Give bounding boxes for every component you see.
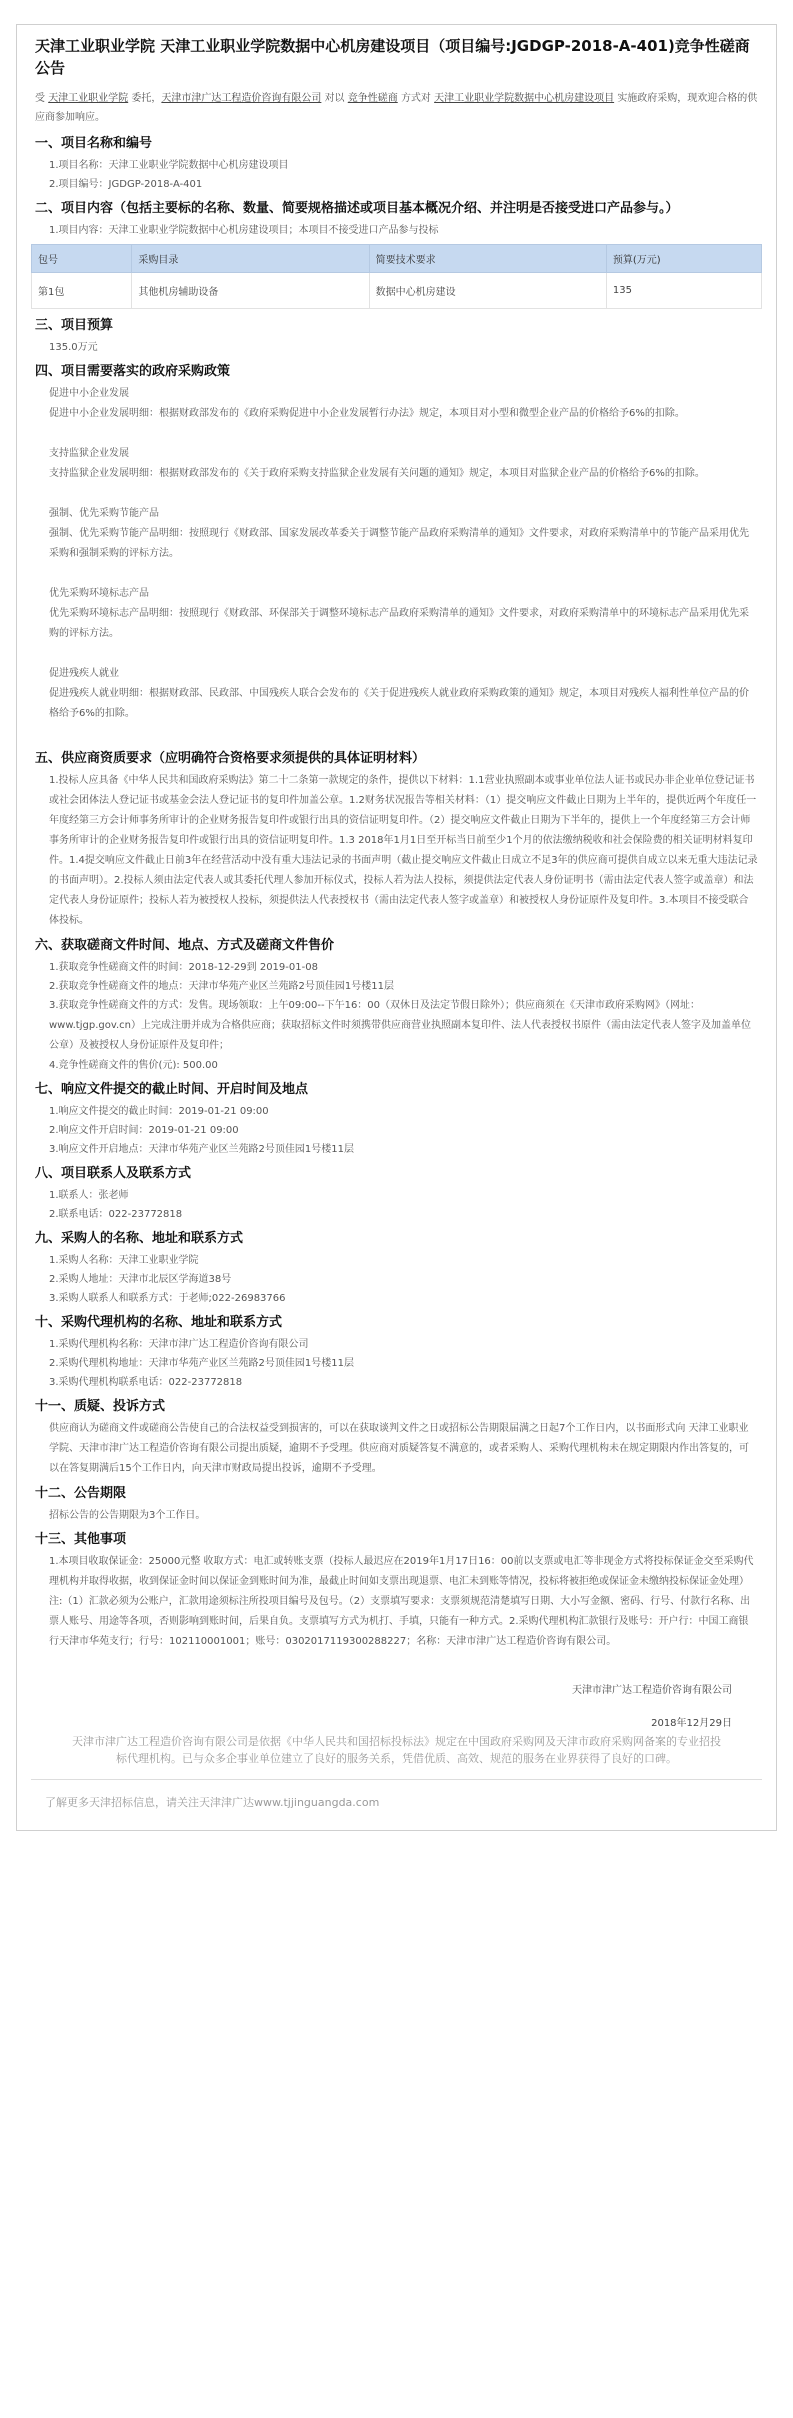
divider xyxy=(31,1779,762,1780)
section-heading: 十二、公告期限 xyxy=(35,1486,127,1501)
table-cell: 第1包 xyxy=(32,273,132,309)
footer-description: 天津市津广达工程造价咨询有限公司是依据《中华人民共和国招标投标法》规定在中国政府采购网及天津市政府采购网备案的专业招投标代理机构。已与众多企事业单位建立了良好的服务关系，凭借优质、高效、规范的服务在业界获得了良好的口碑。 xyxy=(72,1735,721,1765)
section-heading: 九、采购人的名称、地址和联系方式 xyxy=(35,1231,244,1246)
project-name: 天津工业职业学院数据中心机房建设项目 xyxy=(434,93,615,104)
section-line: 2.联系电话：022-23772818 xyxy=(49,1209,183,1220)
policy-detail: 促进残疾人就业明细：根据财政部、民政部、中国残疾人联合会发布的《关于促进残疾人就业政府采购政策的通知》规定，本项目对残疾人福利性单位产品的价格给予6%的扣除。 xyxy=(49,688,749,719)
section-line: 1.项目名称：天津工业职业学院数据中心机房建设项目 xyxy=(49,160,289,171)
section-line: 1.获取竞争性磋商文件的时间：2018-12-29到 2019-01-08 xyxy=(49,962,318,973)
table-cell: 数据中心机房建设 xyxy=(369,273,606,309)
table-cell: 其他机房辅助设备 xyxy=(132,273,369,309)
table-header-row xyxy=(32,245,762,273)
section-heading: 四、项目需要落实的政府采购政策 xyxy=(35,364,231,379)
section-line: 2.采购人地址：天津市北辰区学海道38号 xyxy=(49,1274,232,1285)
table-header: 采购目录 xyxy=(132,245,369,273)
section-line: 2.响应文件开启时间：2019-01-21 09:00 xyxy=(49,1125,239,1136)
section-line: 3.响应文件开启地点：天津市华苑产业区兰苑路2号顶佳园1号楼11层 xyxy=(49,1144,354,1155)
table-header: 包号 xyxy=(32,245,132,273)
section-line: 2.采购代理机构地址：天津市华苑产业区兰苑路2号顶佳园1号楼11层 xyxy=(49,1358,354,1369)
policy-detail: 促进中小企业发展明细：根据财政部发布的《政府采购促进中小企业发展暂行办法》规定，本项目对小型和微型企业产品的价格给予6%的扣除。 xyxy=(49,408,685,419)
policy-detail: 优先采购环境标志产品明细：按照现行《财政部、环保部关于调整环境标志产品政府采购清单的通知》文件要求，对政府采购清单中的环境标志产品采用优先采购的评标方法。 xyxy=(49,608,749,639)
qualification-text: 1.投标人应具备《中华人民共和国政府采购法》第二十二条第一款规定的条件，提供以下材料：1.1营业执照副本或事业单位法人证书或民办非企业单位登记证书或社会团体法人登记证书或基金会法人登记证书的复印件加盖公章。1.2财务状况报告等相关材料：（1）提交响应文件截止日期为上半年的，提供近两个年度任一年度经第三方会计师事务所审计的企业财务报告复印件或银行出具的资信证明复印件。（2）提交响应文件截止日期为下半年的，提供上一个年度经第三方会计师事务所审计的企业财务报告复印件或银行出具的资信证明复印件。1.3 2018年1月1日至开标当日前至少1个月的依法缴纳税收和社会保险费的相关证明材料复印件。1.4提交响应文件截止日前3年在经营活动中没有重大违法记录的书面声明（截止提交响应文件截止日成立不足3年的供应商可提供自成立以来无重大违法记录的书面声明）。2.投标人须由法定代表人或其委托代理人参加开标仪式，投标人若为法人投标，须提供法定代表人身份证明书（需由法定代表人签字或盖章）和法定代表人身份证原件；投标人若为被授权人投标，须提供法人代表授权书（需由法定代表人签字或盖章）和被授权人身份证原件及复印件。3.本项目不接受联合体投标。 xyxy=(49,775,758,926)
signature-date: 2018年12月29日 xyxy=(651,1718,732,1729)
intro-text: 委托， xyxy=(131,93,162,104)
section-line: 招标公告的公告期限为3个工作日。 xyxy=(49,1510,206,1521)
intro-text: 受 xyxy=(35,93,45,104)
intro-text: 实施政府采购，现欢迎合格的供应商参加响应。 xyxy=(35,93,758,123)
section-heading: 三、项目预算 xyxy=(35,318,114,333)
section-line: 1.联系人：张老师 xyxy=(49,1190,129,1201)
page-title: 天津工业职业学院 天津工业职业学院数据中心机房建设项目（项目编号:JGDGP-2018-A-401)竞争性磋商公告 xyxy=(35,37,750,77)
policy-detail: 强制、优先采购节能产品明细：按照现行《财政部、国家发展改革委关于调整节能产品政府采购清单的通知》文件要求，对政府采购清单中的节能产品采用优先采购和强制采购的评标方法。 xyxy=(49,528,749,559)
section-heading: 二、项目内容（包括主要标的名称、数量、简要规格描述或项目基本概况介绍、并注明是否接受进口产品参与。） xyxy=(35,201,679,216)
section-line: 3.采购人联系人和联系方式：于老师;022-26983766 xyxy=(49,1293,286,1304)
intro-paragraph xyxy=(35,89,758,127)
section-heading: 五、供应商资质要求（应明确符合资格要求须提供的具体证明材料） xyxy=(35,751,426,766)
policy-name: 强制、优先采购节能产品 xyxy=(49,508,159,519)
table-cell: 135 xyxy=(606,273,761,309)
section-line: 1.响应文件提交的截止时间：2019-01-21 09:00 xyxy=(49,1106,269,1117)
section-line: 1.采购人名称：天津工业职业学院 xyxy=(49,1255,199,1266)
policy-detail: 支持监狱企业发展明细：根据财政部发布的《关于政府采购支持监狱企业发展有关问题的通知》规定，本项目对监狱企业产品的价格给予6%的扣除。 xyxy=(49,468,705,479)
package-table xyxy=(31,244,762,309)
agency-name: 天津市津广达工程造价咨询有限公司 xyxy=(161,93,322,104)
policy-name: 优先采购环境标志产品 xyxy=(49,588,149,599)
section-line: 4.竞争性磋商文件的售价(元): 500.00 xyxy=(49,1060,218,1071)
intro-text: 对以 xyxy=(324,93,345,104)
footer-more-link[interactable]: 了解更多天津招标信息，请关注天津津广达www.tjjinguangda.com xyxy=(45,1796,380,1809)
policy-name: 支持监狱企业发展 xyxy=(49,448,129,459)
section-heading: 十一、质疑、投诉方式 xyxy=(35,1399,166,1414)
section-heading: 八、项目联系人及联系方式 xyxy=(35,1166,192,1181)
signature-org: 天津市津广达工程造价咨询有限公司 xyxy=(572,1685,732,1696)
section-line: 2.项目编号：JGDGP-2018-A-401 xyxy=(49,179,203,190)
announcement-frame xyxy=(16,24,777,1831)
budget-value: 135.0万元 xyxy=(49,342,98,353)
section-line: 1.项目内容：天津工业职业学院数据中心机房建设项目；本项目不接受进口产品参与投标 xyxy=(49,225,439,236)
intro-text: 方式对 xyxy=(400,93,431,104)
purchaser-name: 天津工业职业学院 xyxy=(48,93,129,104)
section-line: 3.采购代理机构联系电话：022-23772818 xyxy=(49,1377,243,1388)
page xyxy=(16,0,777,1831)
complaint-text: 供应商认为磋商文件或磋商公告使自己的合法权益受到损害的，可以在获取谈判文件之日或招标公告期限届满之日起7个工作日内，以书面形式向 天津工业职业学院、天津市津广达工程造价咨询有限公司提出质疑，逾期不予受理。供应商对质疑答复不满意的，或者采购人、采购代理机构未在规定期限内作出答复的，可以在答复期满后15个工作日内，向天津市财政局提出投诉，逾期不予受理。 xyxy=(49,1423,749,1474)
table-row xyxy=(32,273,762,309)
section-heading: 十、采购代理机构的名称、地址和联系方式 xyxy=(35,1315,283,1330)
section-heading: 一、项目名称和编号 xyxy=(35,136,153,151)
other-matters-text: 1.本项目收取保证金：25000元整 收取方式：电汇或转账支票（投标人最迟应在2019年1月17日16：00前以支票或电汇等非现金方式将投标保证金交至采购代理机构并取得收据，收到保证金时间以保证金到账时间为准，最截止时间如支票出现退票、电汇未到账等情况，投标将被拒绝或保证金未缴纳投标保证金处理）注:（1）汇款必须为公账户，汇款用途须标注所投项目编号及包号。（2）支票填写要求：支票须规范清楚填写日期、大小写金额、密码、行号、付款行名称、出票人账号、用途等各项，否则影响到账时间，后果自负。支票填写方式为机打、手填，只能有一种方式。2.采购代理机构汇款银行及账号：开户行：中国工商银行天津市华苑支行；行号：102110001001；账号：0302017119300288227；名称：天津市津广达工程造价咨询有限公司。 xyxy=(49,1556,754,1647)
section-heading: 六、获取磋商文件时间、地点、方式及磋商文件售价 xyxy=(35,938,335,953)
section-line: 3.获取竞争性磋商文件的方式：发售。现场领取：上午09:00--下午16：00（双休日及法定节假日除外）；供应商须在《天津市政府采购网》（网址：www.tjgp.gov.cn）上完成注册并成为合格供应商；获取招标文件时须携带供应商营业执照副本复印件、法人代表授权书原件（需由法定代表人签字及加盖单位公章）及被授权人身份证原件及复印件； xyxy=(49,1000,751,1051)
table-header: 简要技术要求 xyxy=(369,245,606,273)
section-heading: 七、响应文件提交的截止时间、开启时间及地点 xyxy=(35,1082,309,1097)
section-line: 2.获取竞争性磋商文件的地点：天津市华苑产业区兰苑路2号顶佳园1号楼11层 xyxy=(49,981,394,992)
policy-name: 促进残疾人就业 xyxy=(49,668,119,679)
section-line: 1.采购代理机构名称：天津市津广达工程造价咨询有限公司 xyxy=(49,1339,309,1350)
table-header: 预算(万元) xyxy=(606,245,761,273)
procurement-method: 竞争性磋商 xyxy=(347,93,398,104)
section-heading: 十三、其他事项 xyxy=(35,1532,127,1547)
policy-name: 促进中小企业发展 xyxy=(49,388,129,399)
